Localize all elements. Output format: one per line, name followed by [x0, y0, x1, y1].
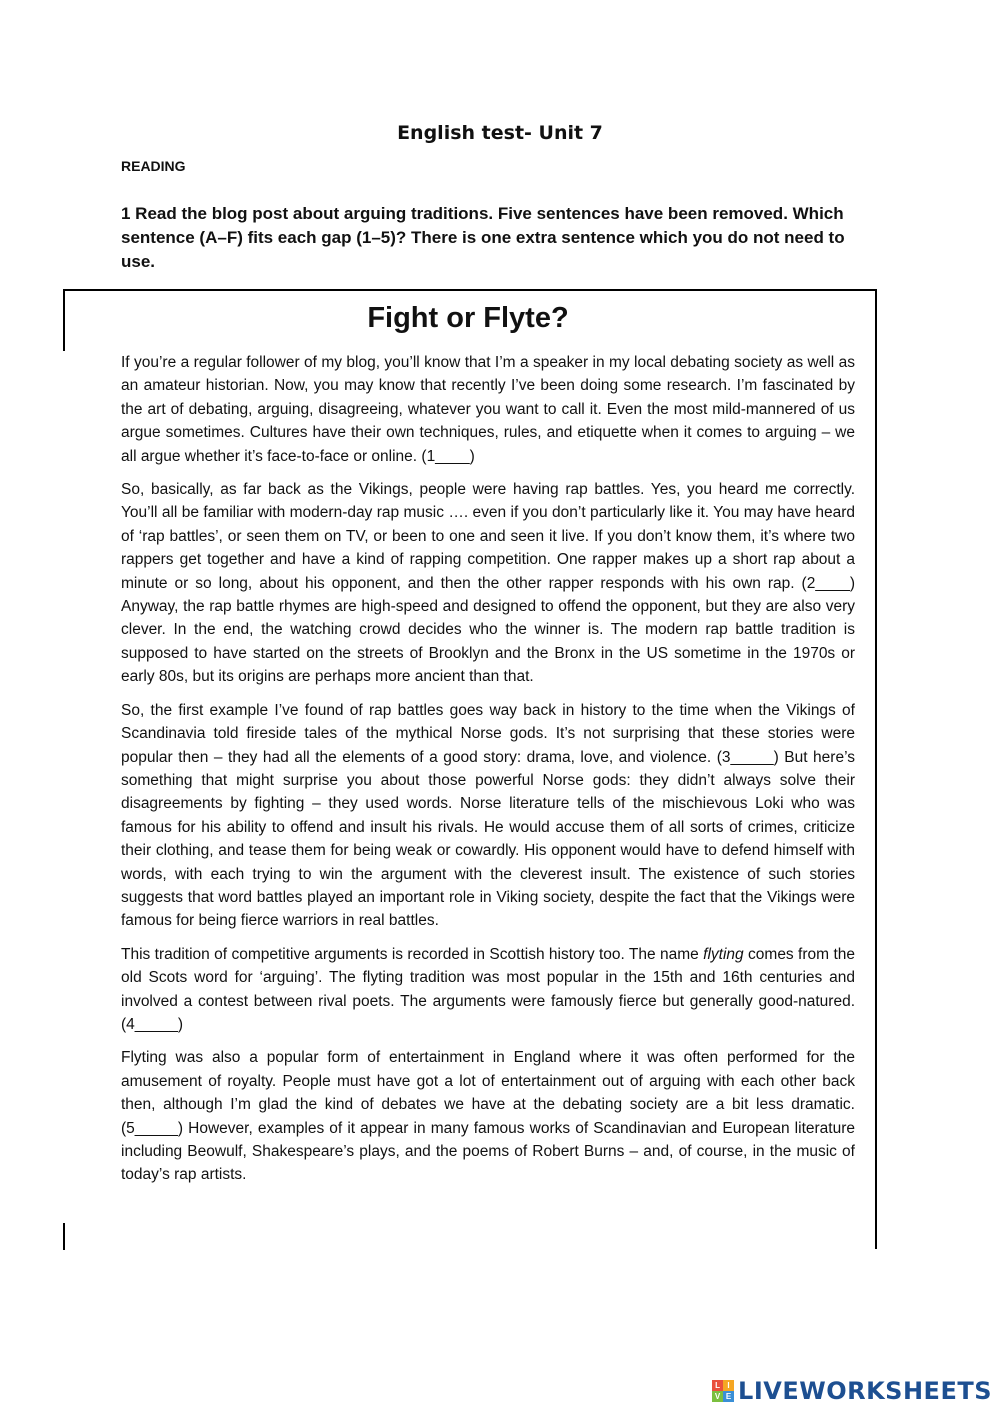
- brand-logo-icon: [712, 1380, 734, 1402]
- blog-paragraph-2: So, basically, as far back as the Vikings, people were having rap battles. Yes, you heard me correctly. You’ll all be familiar with modern-day rap music …. even if you don’t particularly like it. You may have heard of ‘rap battles’, or seen them on TV, or been to one and seen it live. If you don’t know them, it’s where two rappers get together and have a kind of rapping competition. One rapper makes up a short rap about a minute or so long, about his opponent, and then the other rapper responds with his own rap. (2____) Anyway, the rap battle rhymes are high-speed and designed to offend the opponent, but they are also very clever. In the end, the watching crowd decides who the winner is. The modern rap battle tradition is supposed to have started on the streets of Brooklyn and the Bronx in the US sometime in the 1970s or early 80s, but its origins are perhaps more ancient than that.: [121, 481, 855, 686]
- blog-paragraph-1: If you’re a regular follower of my blog, you’ll know that I’m a speaker in my local debating society as well as an amateur historian. Now, you may know that recently I’ve been doing some research. I’m fascinated by the art of debating, arguing, disagreeing, whatever you want to call it. Even the most mild-mannered of us argue sometimes. Cultures have their own techniques, rules, and etiquette when it comes to arguing – we all argue whether it’s face-to-face or online. (1____): [121, 354, 855, 465]
- section-label: READING: [121, 158, 186, 174]
- frame-border-left-upper: [63, 289, 65, 351]
- task-instructions: 1 Read the blog post about arguing traditions. Five sentences have been removed. Which sentence (A–F) fits each gap (1–5)? There is one extra sentence which you do not need to use.: [121, 204, 845, 271]
- blog-paragraph-3: So, the first example I’ve found of rap battles goes way back in history to the time when the Vikings of Scandinavia told fireside tales of the mythical Norse gods. It’s not surprising that these stories were popular then – they had all the elements of a good story: drama, love, and violence. (3_____) But here’s something that might surprise you about those powerful Norse gods: they didn’t always solve their disagreements by fighting – they used words. Norse literature tells of the mischievous Loki who was famous for his ability to offend and insult his rivals. He would accuse them of all sorts of crimes, criticize their clothing, and tease them for being weak or cowardly. His opponent would have to defend himself with words, with each trying to win the argument with the cleverest insult. The existence of such stories suggests that word battles played an important role in Viking society, despite the fact that the Vikings were famous for being fierce warriors in real battles.: [121, 701, 855, 930]
- frame-border-right: [875, 289, 877, 1249]
- frame-border-left-lower: [63, 1223, 65, 1250]
- blog-paragraph-5: Flyting was also a popular form of entertainment in England where it was often performed for the amusement of royalty. People must have got a lot of entertainment out of arguing with each other back then, although I’m glad the kind of debates we have at the debating society are a bit less dramatic. (5_____) However, examples of it appear in many famous works of Scandinavian and European literature including Beowulf, Shakespeare’s plays, and the poems of Robert Burns – and, of course, in the music of today’s rap artists.: [121, 1049, 855, 1184]
- blog-paragraph-4: [121, 943, 855, 1037]
- brand-name: LIVEWORKSHEETS: [738, 1377, 992, 1405]
- liveworksheets-watermark: [712, 1377, 992, 1405]
- logo-tile-v: V: [712, 1391, 723, 1402]
- blog-body: [121, 351, 855, 1197]
- logo-tile-l: L: [712, 1380, 723, 1391]
- paragraph-4-start: This tradition of competitive arguments is recorded in Scottish history too. The name: [121, 945, 704, 963]
- logo-tile-e: E: [723, 1391, 734, 1402]
- page-title: English test- Unit 7: [397, 122, 603, 144]
- blog-title: Fight or Flyte?: [367, 302, 569, 334]
- flyting-term: flyting: [703, 945, 744, 963]
- paragraph-4-end: comes from the old Scots word for ‘arguing’. The flyting tradition was most popular in the 15th and 16th centuries and involved a contest between rival poets. The arguments were famously fierce but generally good-natured. (4_____): [121, 945, 855, 1033]
- frame-border-top: [63, 289, 877, 291]
- logo-tile-i: I: [723, 1380, 734, 1391]
